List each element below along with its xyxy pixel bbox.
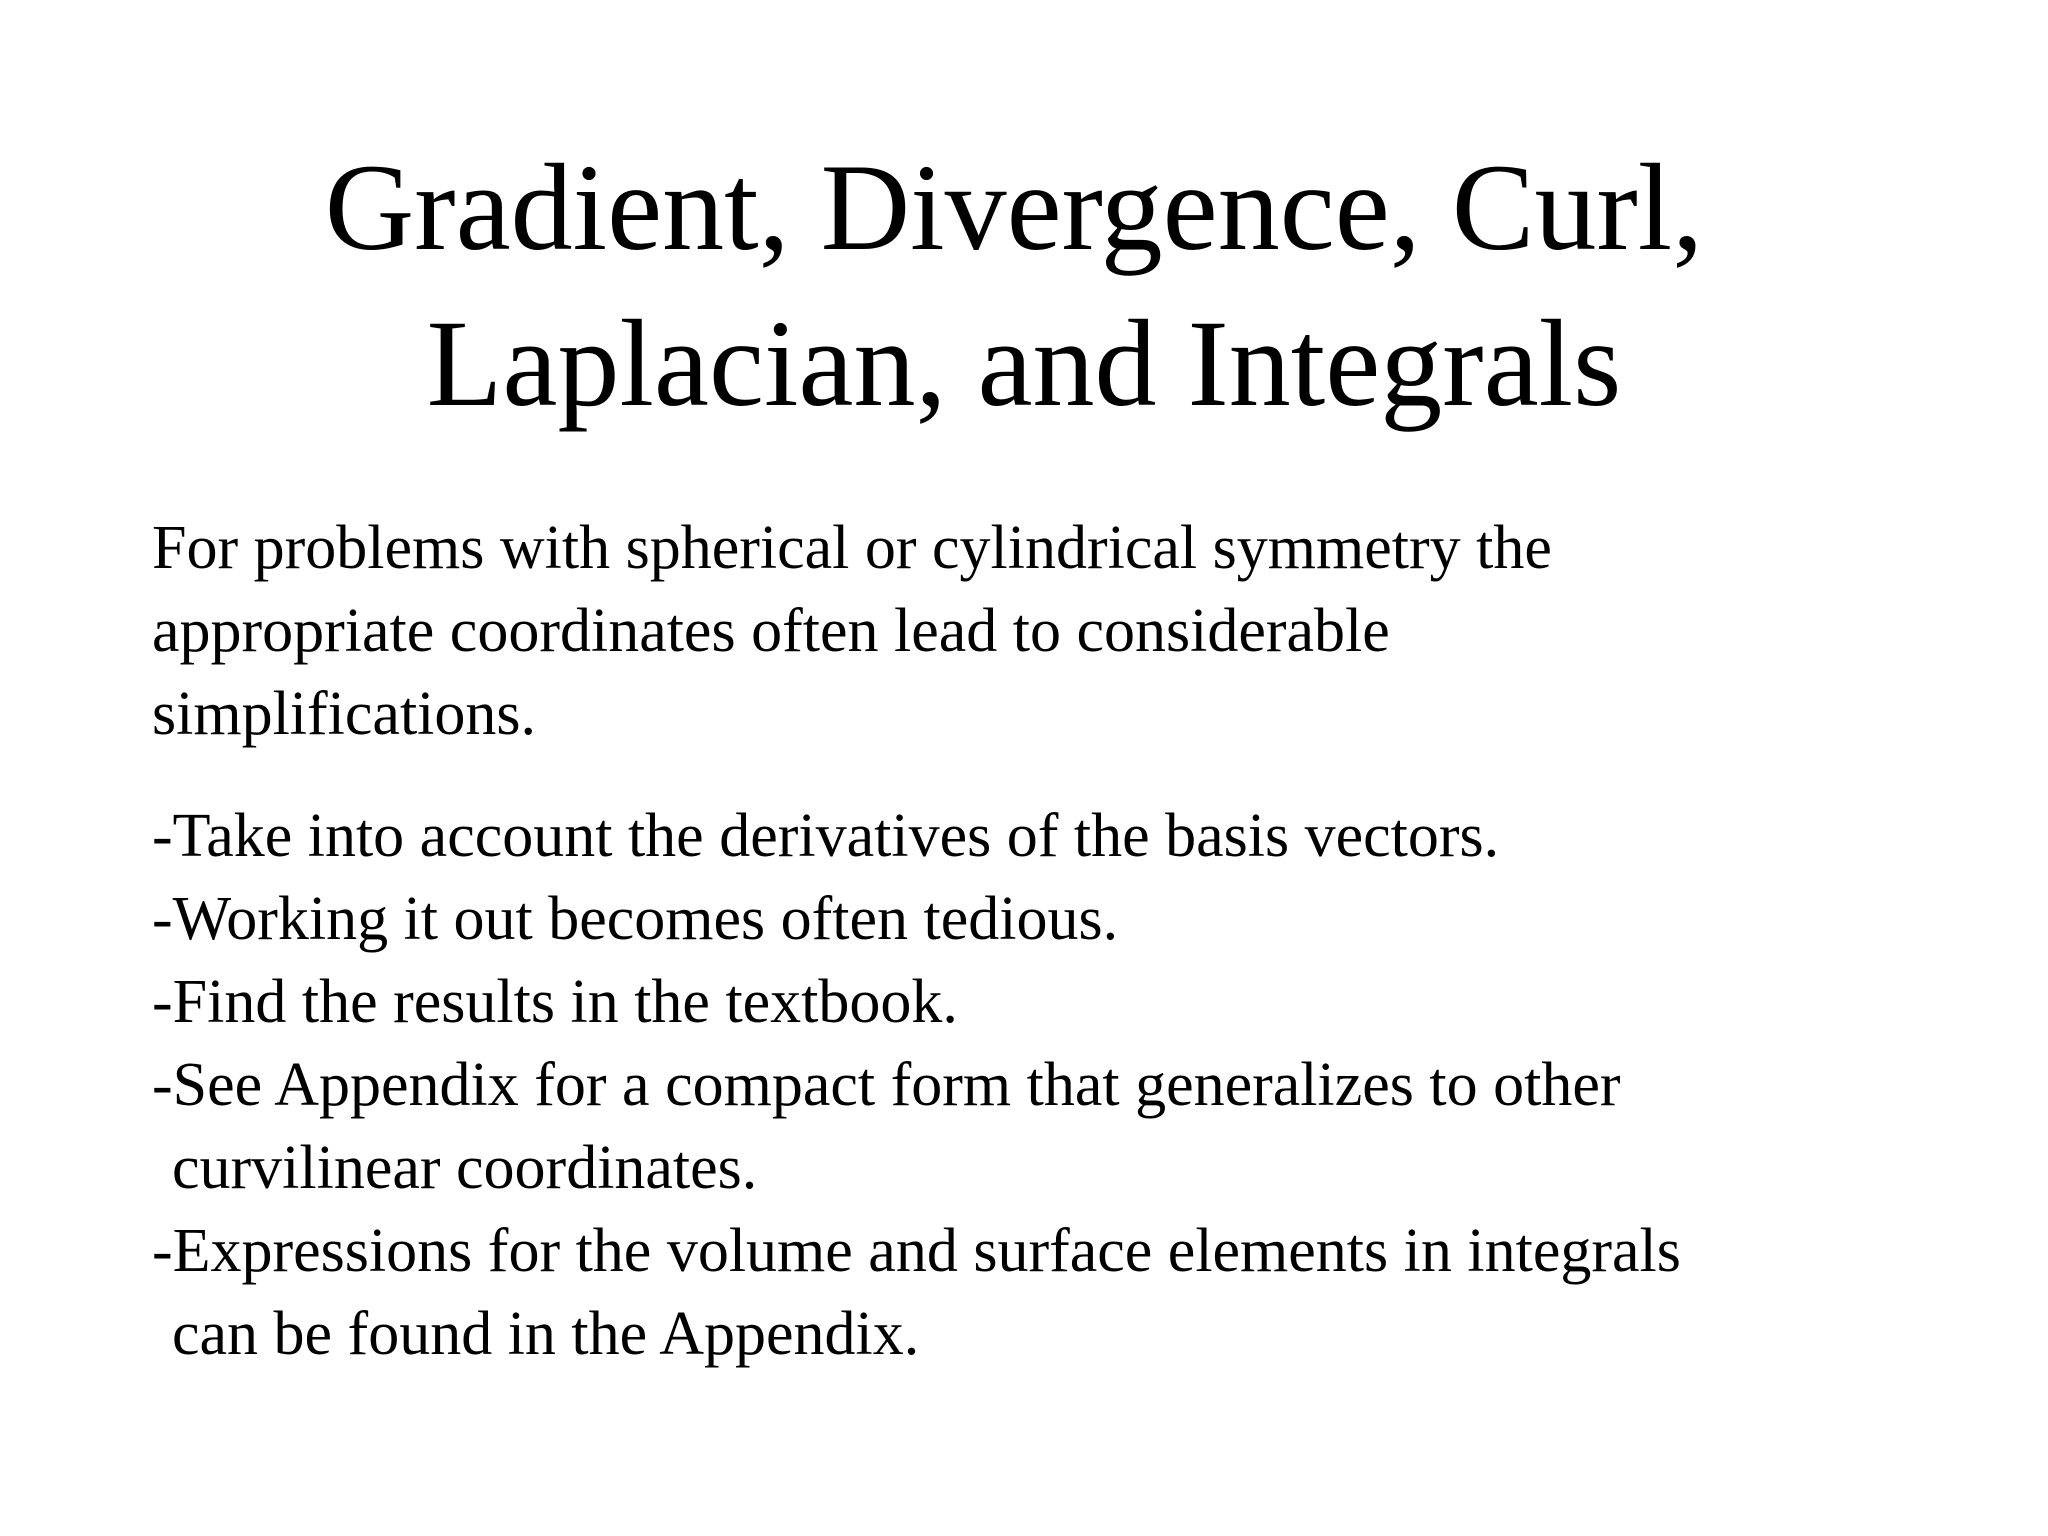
bullet-continuation: curvilinear coordinates.	[172, 1134, 758, 1202]
bullet-continuation: can be found in the Appendix.	[172, 1300, 920, 1368]
bullet-item	[152, 878, 2002, 961]
intro-line: appropriate coordinates often lead to considerable	[152, 597, 1390, 665]
bullet-text: -Working it out becomes often tedious.	[152, 885, 1119, 953]
bullet-item	[152, 961, 2002, 1044]
intro-line: For problems with spherical or cylindrical symmetry the	[152, 514, 1552, 582]
bullet-text: -Find the results in the textbook.	[152, 968, 958, 1036]
title-line-1: Gradient, Divergence, Curl,	[324, 139, 1704, 276]
slide-title	[100, 130, 1948, 442]
bullet-list	[152, 795, 2002, 1376]
bullet-item	[152, 1044, 2002, 1210]
bullet-text: -See Appendix for a compact form that generalizes to other	[152, 1051, 1621, 1119]
bullet-item	[152, 1210, 2002, 1376]
intro-paragraph	[152, 507, 1952, 756]
title-line-2: Laplacian, and Integrals	[426, 295, 1622, 432]
intro-line: simplifications.	[152, 680, 537, 748]
bullet-text: -Take into account the derivatives of the basis vectors.	[152, 802, 1500, 870]
bullet-item	[152, 795, 2002, 878]
bullet-text: -Expressions for the volume and surface elements in integrals	[152, 1217, 1681, 1285]
